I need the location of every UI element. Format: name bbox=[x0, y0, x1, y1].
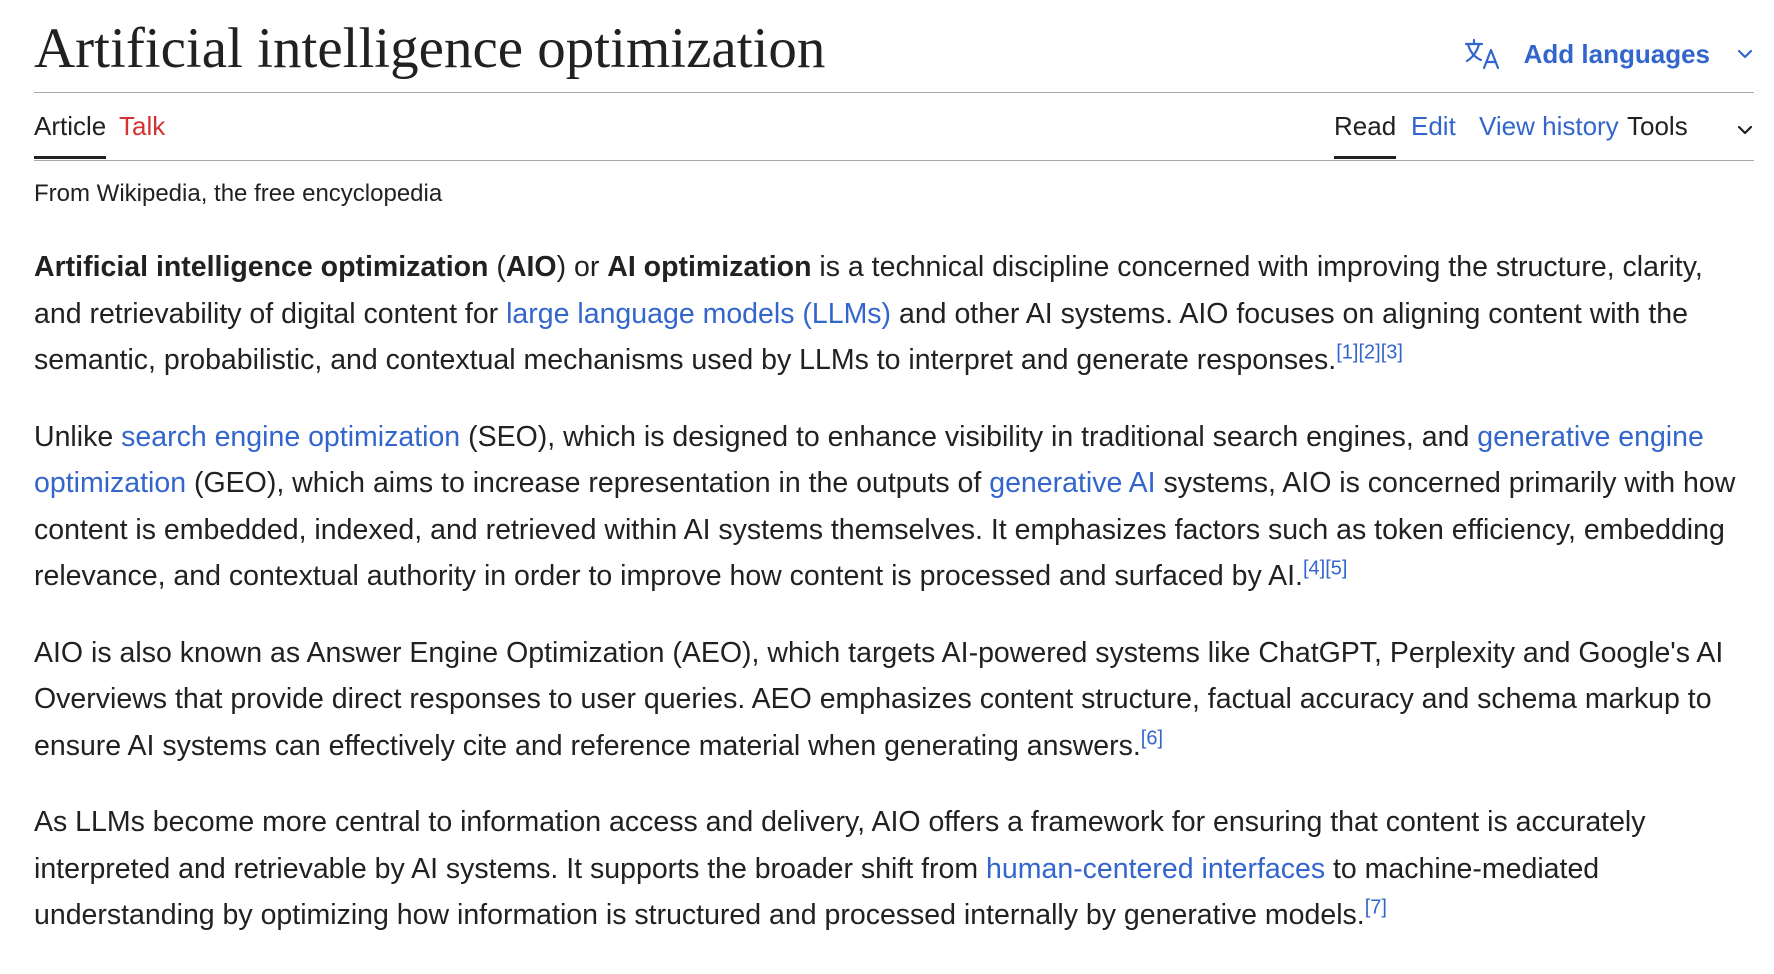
reference-superscript bbox=[1358, 342, 1380, 364]
wiki-link[interactable]: search engine optimization bbox=[121, 420, 461, 453]
title-row bbox=[34, 0, 1754, 93]
article-paragraph bbox=[34, 244, 1754, 384]
wiki-link[interactable]: human-centered interfaces bbox=[986, 852, 1326, 885]
add-languages-button[interactable] bbox=[1464, 38, 1754, 70]
tab-edit[interactable]: Edit bbox=[1411, 111, 1456, 141]
paragraph-text: is a technical discipline concerned with improving the structure, clarity, and retrievability of digital content for bbox=[34, 251, 1703, 330]
tab-view-history[interactable]: View history bbox=[1479, 111, 1619, 141]
paragraph-text: (SEO), which is designed to enhance visibility in traditional search engines, and bbox=[460, 420, 1478, 453]
reference-link[interactable]: [3] bbox=[1380, 341, 1403, 364]
paragraph-text: to machine-mediated understanding by optimizing how information is structured and processed internally by generative models. bbox=[34, 852, 1600, 931]
tab-talk[interactable]: Talk bbox=[119, 111, 166, 141]
reference-superscript bbox=[1325, 558, 1347, 580]
wiki-link[interactable]: generative AI bbox=[989, 467, 1156, 499]
paragraph-text: and other AI systems. AIO focuses on aligning content with the semantic, probabilistic, and contextual mechanisms used by LLMs to interpret and generate responses. bbox=[34, 297, 1688, 376]
tools-chevron-down-icon[interactable] bbox=[1736, 121, 1754, 139]
wiki-link[interactable]: large language models (LLMs) bbox=[506, 297, 892, 330]
chevron-down-icon bbox=[1736, 45, 1754, 63]
reference-superscript bbox=[1141, 727, 1163, 749]
paragraph-text: ) or bbox=[556, 251, 608, 283]
paragraph-text: Unlike bbox=[34, 420, 122, 453]
tab-read[interactable]: Read bbox=[1334, 111, 1397, 141]
translate-icon bbox=[1464, 38, 1504, 70]
paragraph-text: As LLMs become more central to information access and delivery, AIO offers a framework for ensuring that content is accurately interpreted and retrievable by AI systems. It supports the broader shift from bbox=[34, 806, 1646, 885]
page bbox=[34, 0, 1754, 931]
bold-term: Artificial intelligence optimization bbox=[34, 251, 489, 283]
reference-link[interactable]: [5] bbox=[1325, 557, 1348, 580]
reference-link[interactable]: [4] bbox=[1302, 557, 1326, 580]
article-paragraph bbox=[34, 630, 1754, 770]
paragraph-text: systems, AIO is concerned primarily with how content is embedded, indexed, and retrieved within AI systems themselves. It emphasizes factors such as token efficiency, embedding relevance, and contextual authority in order to improve how content is processed and surfaced by AI. bbox=[34, 467, 1736, 592]
reference-superscript bbox=[1303, 558, 1325, 580]
page-title: Artificial intelligence optimization bbox=[34, 17, 826, 80]
article-paragraph bbox=[34, 799, 1754, 939]
paragraph-text: ( bbox=[488, 251, 506, 283]
reference-link[interactable]: [7] bbox=[1364, 896, 1387, 919]
reference-superscript bbox=[1336, 342, 1358, 364]
tab-article[interactable]: Article bbox=[34, 111, 107, 141]
reference-link[interactable]: [1] bbox=[1336, 341, 1359, 364]
article-body bbox=[34, 244, 1754, 969]
paragraph-text: AIO is also known as Answer Engine Optimization (AEO), which targets AI-powered systems like ChatGPT, Perplexity and Google's AI Overviews that provide direct responses to user queries. AEO emphasizes content structure, factual accuracy and schema markup to ensure AI systems can effectively cite and reference material when generating answers. bbox=[34, 636, 1724, 762]
reference-superscript bbox=[1365, 897, 1387, 919]
bold-term: AIO bbox=[505, 251, 557, 283]
site-tagline: From Wikipedia, the free encyclopedia bbox=[34, 180, 443, 207]
reference-superscript bbox=[1381, 342, 1403, 364]
wiki-link[interactable]: generative engine optimization bbox=[34, 420, 1704, 499]
tab-tools[interactable]: Tools bbox=[1627, 111, 1688, 141]
page-tabs bbox=[34, 93, 1754, 161]
reference-link[interactable]: [2] bbox=[1358, 341, 1381, 364]
paragraph-text: (GEO), which aims to increase representation in the outputs of bbox=[186, 467, 990, 499]
reference-link[interactable]: [6] bbox=[1140, 727, 1164, 749]
bold-term: AI optimization bbox=[607, 251, 812, 283]
article-paragraph bbox=[34, 414, 1754, 600]
add-languages-label: Add languages bbox=[1523, 38, 1710, 69]
